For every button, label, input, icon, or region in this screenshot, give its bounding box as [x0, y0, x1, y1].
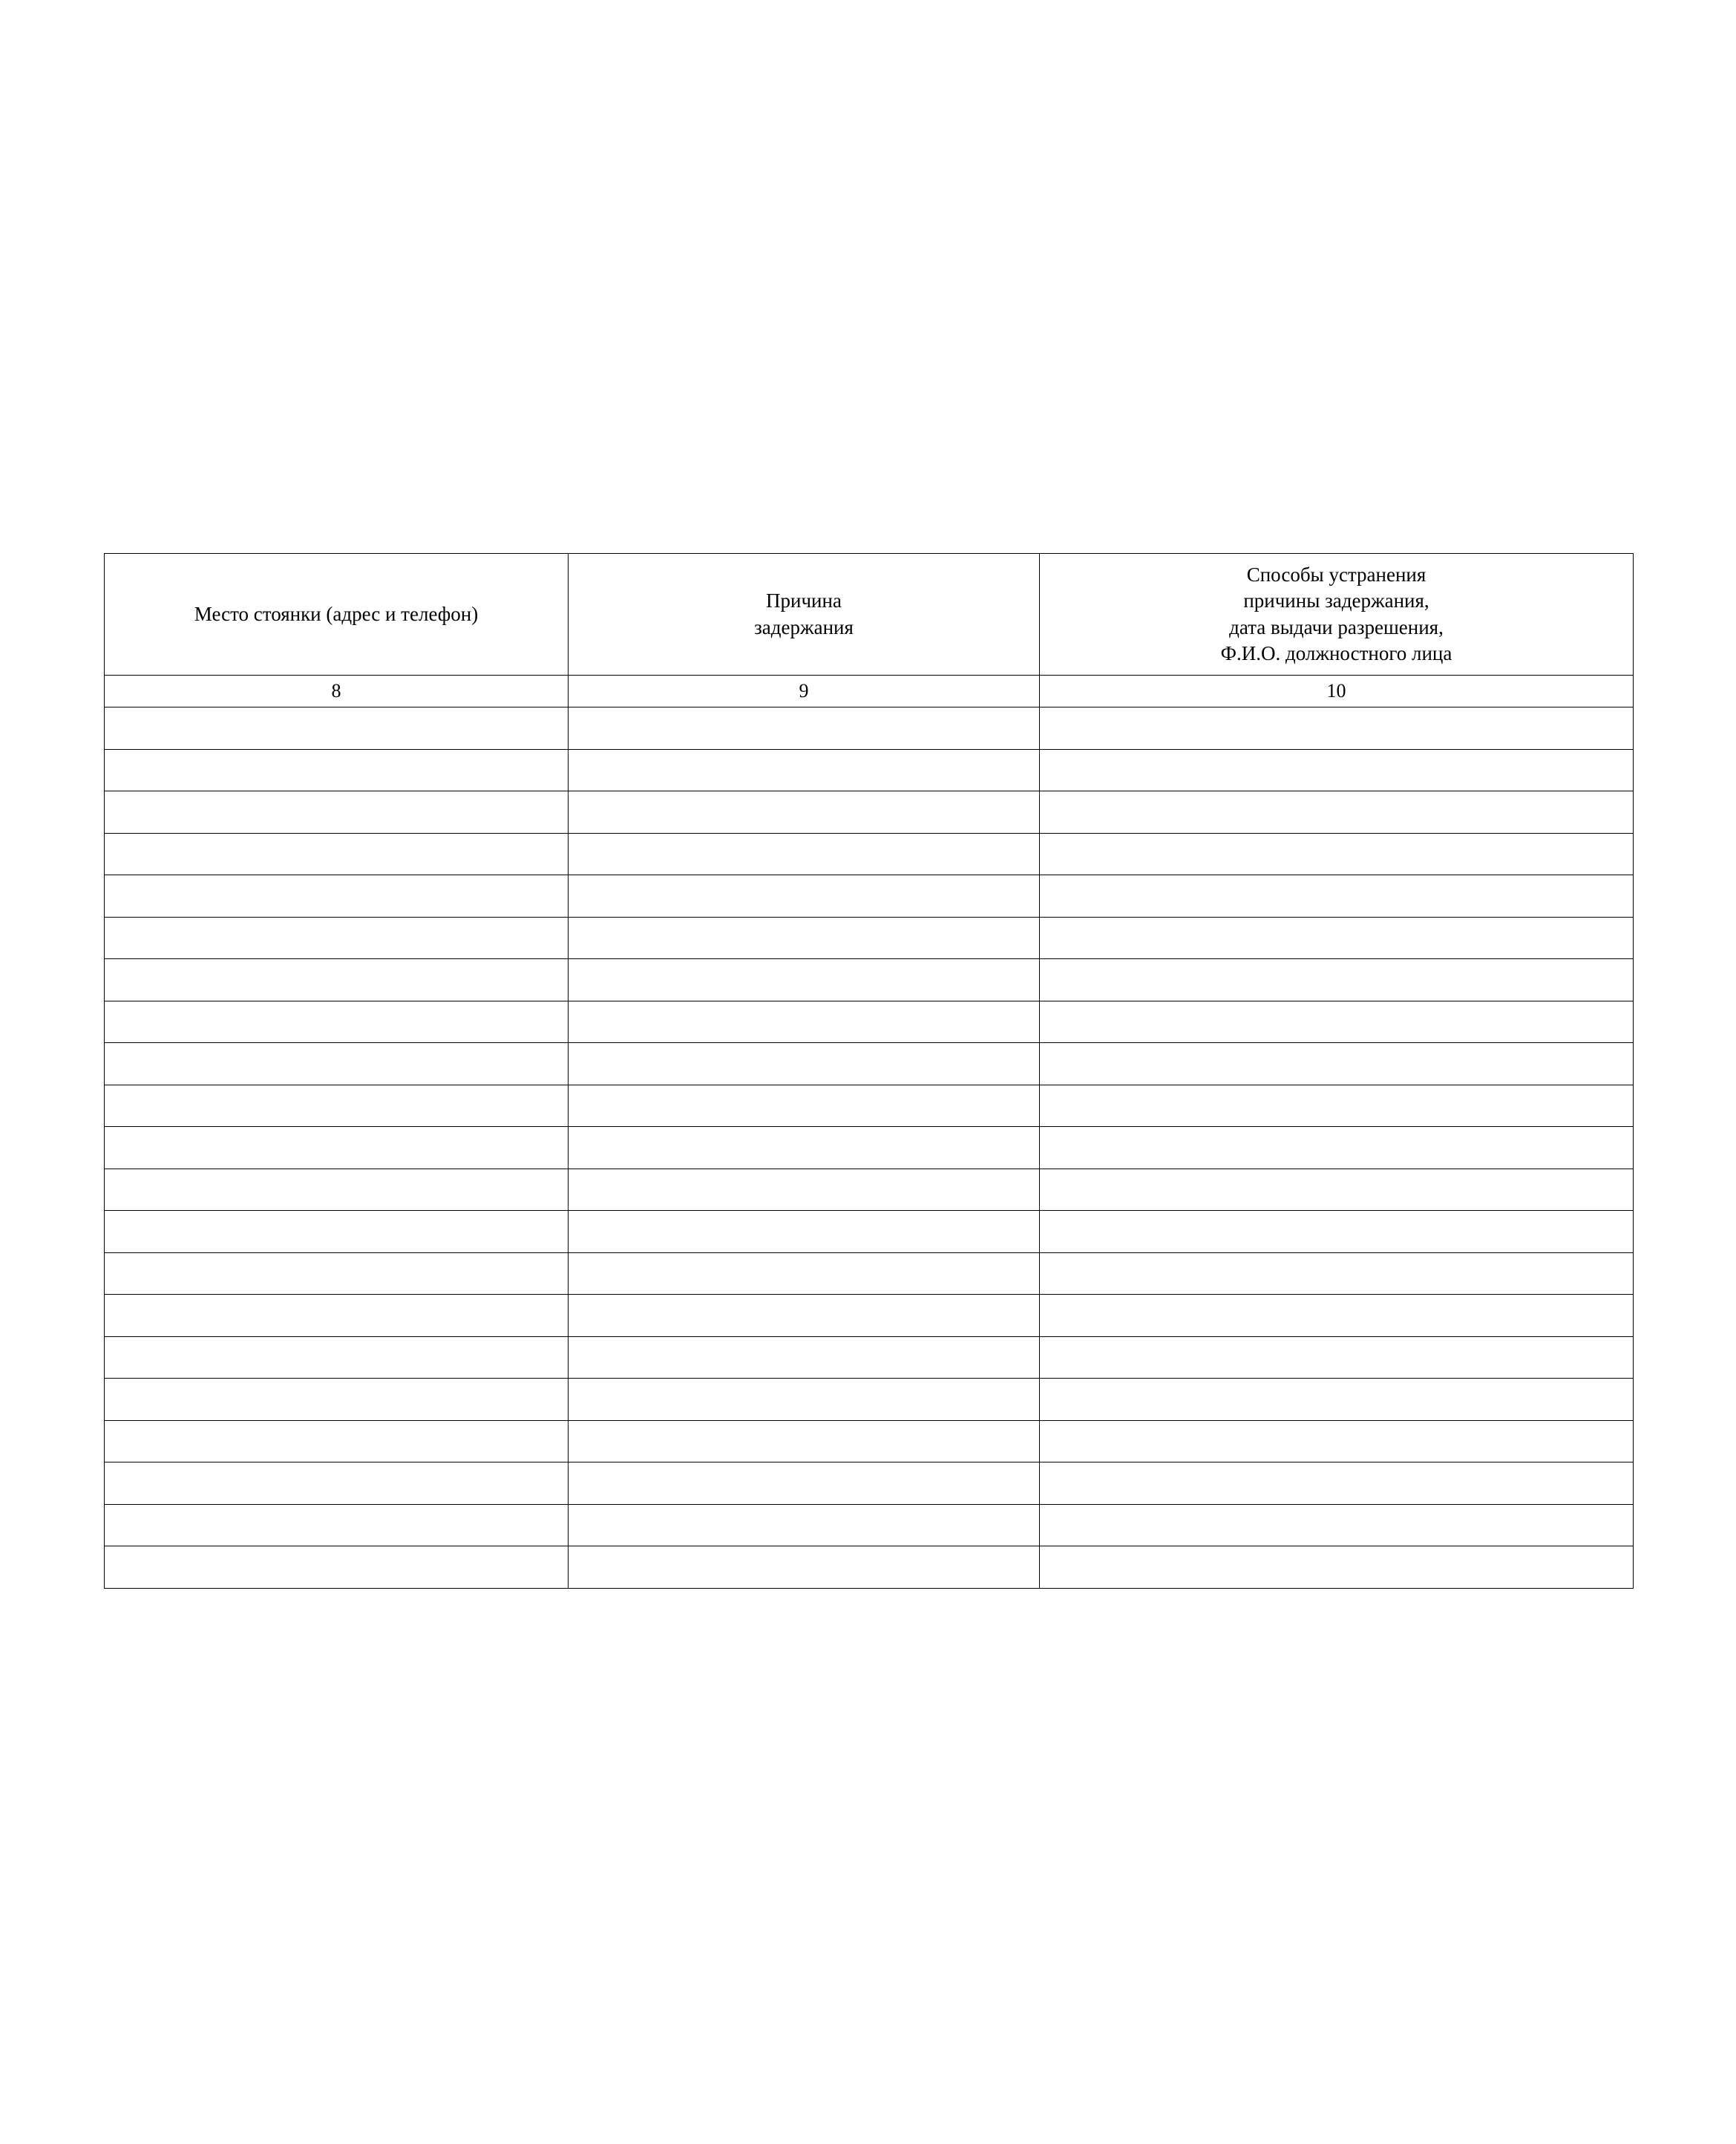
cell-parking-place[interactable]	[105, 1295, 569, 1337]
table-row	[105, 1085, 1634, 1127]
table-row	[105, 1295, 1634, 1337]
column-number-9: 9	[569, 676, 1040, 707]
cell-parking-place[interactable]	[105, 1336, 569, 1379]
form-table-container	[104, 553, 1633, 1589]
cell-parking-place[interactable]	[105, 1504, 569, 1546]
cell-parking-place[interactable]	[105, 749, 569, 791]
cell-detention-reason[interactable]	[569, 1546, 1040, 1589]
cell-detention-reason[interactable]	[569, 1379, 1040, 1421]
cell-removal-methods[interactable]	[1040, 1043, 1634, 1085]
column-number-8: 8	[105, 676, 569, 707]
cell-removal-methods[interactable]	[1040, 1169, 1634, 1211]
table-row	[105, 1379, 1634, 1421]
table-row	[105, 1420, 1634, 1462]
cell-detention-reason[interactable]	[569, 875, 1040, 918]
cell-parking-place[interactable]	[105, 1085, 569, 1127]
table-row	[105, 875, 1634, 918]
table-column-number-row	[105, 676, 1634, 707]
cell-parking-place[interactable]	[105, 1420, 569, 1462]
cell-parking-place[interactable]	[105, 875, 569, 918]
cell-detention-reason[interactable]	[569, 707, 1040, 750]
table-row	[105, 707, 1634, 750]
table-row	[105, 1546, 1634, 1589]
column-header-removal-methods-line-1: Способы устранения	[1246, 563, 1427, 586]
cell-parking-place[interactable]	[105, 959, 569, 1001]
table-row	[105, 917, 1634, 959]
cell-parking-place[interactable]	[105, 1169, 569, 1211]
cell-parking-place[interactable]	[105, 1001, 569, 1043]
cell-detention-reason[interactable]	[569, 1504, 1040, 1546]
cell-parking-place[interactable]	[105, 1252, 569, 1295]
table-row	[105, 1252, 1634, 1295]
table-row	[105, 1043, 1634, 1085]
cell-parking-place[interactable]	[105, 707, 569, 750]
cell-detention-reason[interactable]	[569, 1043, 1040, 1085]
cell-removal-methods[interactable]	[1040, 749, 1634, 791]
table-row	[105, 1504, 1634, 1546]
column-header-removal-methods	[1040, 554, 1634, 676]
cell-parking-place[interactable]	[105, 917, 569, 959]
column-header-detention-reason	[569, 554, 1040, 676]
cell-parking-place[interactable]	[105, 1043, 569, 1085]
cell-parking-place[interactable]	[105, 1211, 569, 1253]
cell-removal-methods[interactable]	[1040, 875, 1634, 918]
cell-detention-reason[interactable]	[569, 1295, 1040, 1337]
cell-detention-reason[interactable]	[569, 1169, 1040, 1211]
table-row	[105, 1169, 1634, 1211]
cell-detention-reason[interactable]	[569, 1462, 1040, 1505]
form-table	[104, 553, 1634, 1589]
cell-detention-reason[interactable]	[569, 791, 1040, 834]
table-row	[105, 1001, 1634, 1043]
table-row	[105, 833, 1634, 875]
cell-removal-methods[interactable]	[1040, 1504, 1634, 1546]
cell-parking-place[interactable]	[105, 1462, 569, 1505]
cell-removal-methods[interactable]	[1040, 1211, 1634, 1253]
cell-parking-place[interactable]	[105, 1379, 569, 1421]
cell-parking-place[interactable]	[105, 791, 569, 834]
table-row	[105, 1336, 1634, 1379]
cell-removal-methods[interactable]	[1040, 833, 1634, 875]
cell-removal-methods[interactable]	[1040, 1295, 1634, 1337]
cell-detention-reason[interactable]	[569, 959, 1040, 1001]
cell-detention-reason[interactable]	[569, 1127, 1040, 1169]
cell-removal-methods[interactable]	[1040, 1001, 1634, 1043]
column-number-10: 10	[1040, 676, 1634, 707]
cell-detention-reason[interactable]	[569, 1420, 1040, 1462]
column-header-detention-reason-line-1: Причина	[766, 589, 842, 612]
cell-removal-methods[interactable]	[1040, 1379, 1634, 1421]
column-header-removal-methods-line-2: причины задержания,	[1243, 589, 1429, 612]
column-header-detention-reason-line-2: задержания	[754, 615, 854, 638]
cell-detention-reason[interactable]	[569, 749, 1040, 791]
cell-removal-methods[interactable]	[1040, 707, 1634, 750]
cell-detention-reason[interactable]	[569, 1085, 1040, 1127]
cell-removal-methods[interactable]	[1040, 1462, 1634, 1505]
table-header-row	[105, 554, 1634, 676]
column-header-removal-methods-line-3: дата выдачи разрешения,	[1229, 615, 1444, 638]
table-row	[105, 749, 1634, 791]
cell-removal-methods[interactable]	[1040, 917, 1634, 959]
cell-removal-methods[interactable]	[1040, 1085, 1634, 1127]
table-row	[105, 1127, 1634, 1169]
cell-detention-reason[interactable]	[569, 1336, 1040, 1379]
table-row	[105, 1211, 1634, 1253]
cell-removal-methods[interactable]	[1040, 1546, 1634, 1589]
column-header-removal-methods-line-4: Ф.И.О. должностного лица	[1220, 641, 1452, 664]
table-row	[105, 1462, 1634, 1505]
cell-removal-methods[interactable]	[1040, 791, 1634, 834]
cell-parking-place[interactable]	[105, 1127, 569, 1169]
cell-detention-reason[interactable]	[569, 1252, 1040, 1295]
cell-removal-methods[interactable]	[1040, 959, 1634, 1001]
cell-detention-reason[interactable]	[569, 1001, 1040, 1043]
cell-removal-methods[interactable]	[1040, 1420, 1634, 1462]
cell-parking-place[interactable]	[105, 1546, 569, 1589]
cell-detention-reason[interactable]	[569, 917, 1040, 959]
cell-removal-methods[interactable]	[1040, 1336, 1634, 1379]
cell-removal-methods[interactable]	[1040, 1127, 1634, 1169]
cell-parking-place[interactable]	[105, 833, 569, 875]
cell-removal-methods[interactable]	[1040, 1252, 1634, 1295]
table-row	[105, 791, 1634, 834]
column-header-parking-place-line-1: Место стоянки (адрес и телефон)	[194, 602, 479, 625]
column-header-parking-place	[105, 554, 569, 676]
table-row	[105, 959, 1634, 1001]
cell-detention-reason[interactable]	[569, 833, 1040, 875]
cell-detention-reason[interactable]	[569, 1211, 1040, 1253]
